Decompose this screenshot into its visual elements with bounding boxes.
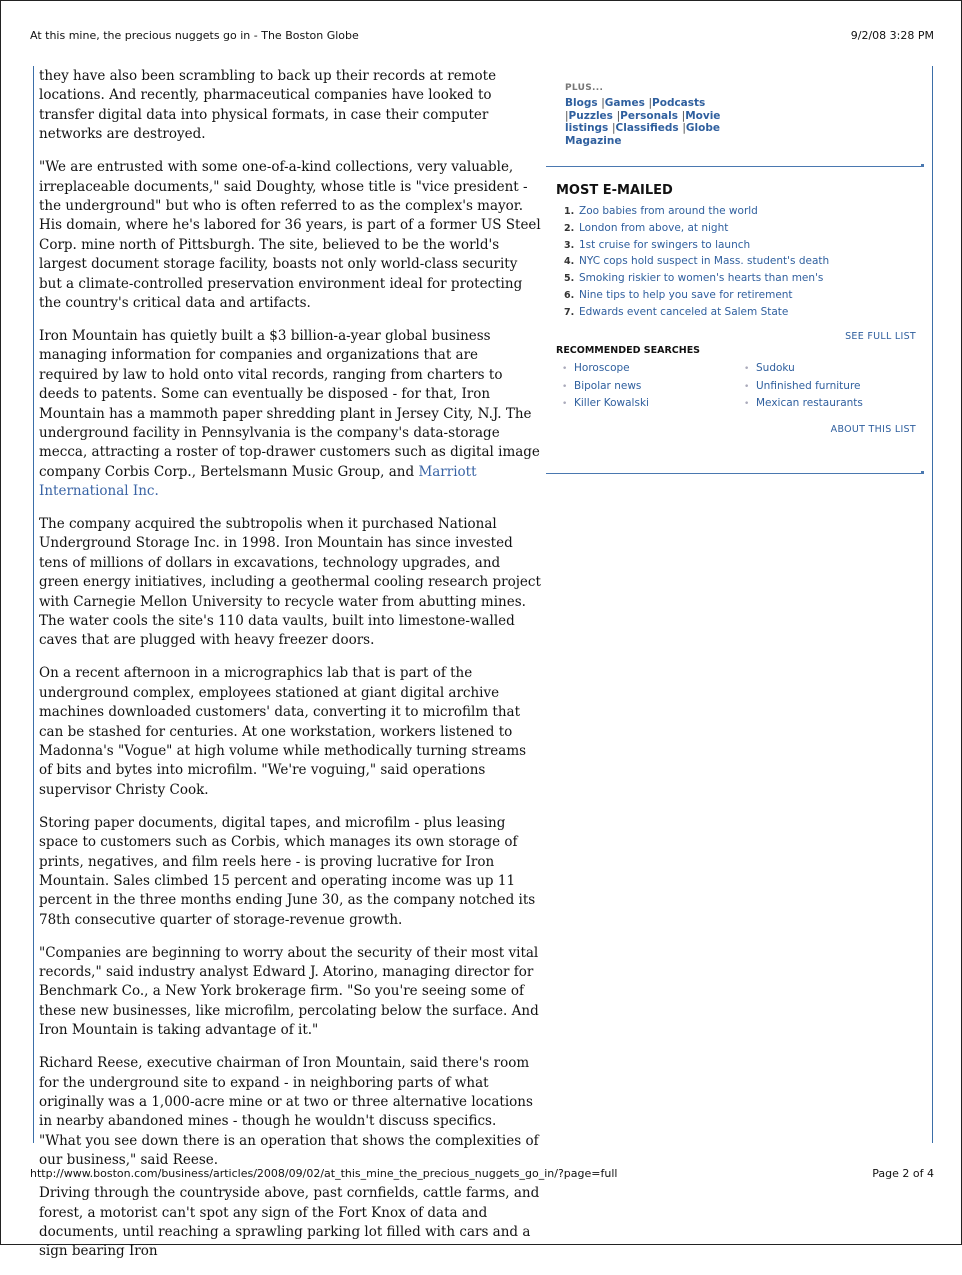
bullet-icon: •: [744, 399, 750, 409]
paragraph: Storing paper documents, digital tapes, and microfilm - plus leasing space to customers such as Corbis, which manages its own storage of prints, negatives, and film reels here - is proving lucrative for Iron Mountain. Sales climbed 15 percent and operating income was up 11 percent in the three months ending June 30, as the company notched its 78th consecutive quarter of storage-revenue growth.: [39, 814, 536, 928]
article-body: [39, 67, 541, 1275]
most-emailed-list: [564, 205, 829, 323]
paragraph: [39, 327, 541, 502]
paragraph: Driving through the countryside above, past cornfields, cattle farms, and forest, a motorist can't spot any sign of the Fort Knox of data and documents, until reaching a sprawling parking lot filled with cars and a sign bearing Iron: [39, 1185, 540, 1260]
plus-title: PLUS...: [565, 83, 604, 93]
print-footer: [30, 1167, 934, 1180]
most-emailed-title: MOST E-MAILED: [556, 183, 673, 198]
bullet-icon: •: [744, 382, 750, 392]
marriott-link[interactable]: Marriott International Inc.: [39, 463, 477, 500]
paragraph-text: Iron Mountain has quietly built a $3 billion-a-year global business managing information for companies and organizations that are required by law to hold onto vital records, ranging from charters to deeds to patents. Some can eventually be disposed - for that, Iron Mountain has a mammoth paper shredding plant in Jersey City, N.J. The underground facility in Pennsylvania is the company's data-storage mecca, attracting a roster of top-drawer customers such as digital image company Corbis Corp., Bertelsmann Music Group, and: [39, 327, 540, 480]
left-column-rule: [33, 66, 34, 1143]
recommended-search-link[interactable]: • Sudoku: [744, 362, 795, 374]
bullet-icon: •: [562, 382, 568, 392]
most-emailed-link[interactable]: Smoking riskier to women's hearts than men's: [579, 272, 824, 285]
list-item: 1. Zoo babies from around the world: [564, 205, 758, 217]
divider: [546, 166, 923, 167]
divider: [546, 473, 923, 474]
recommended-search-link[interactable]: • Bipolar news: [562, 380, 642, 392]
paragraph: Richard Reese, executive chairman of Iron Mountain, said there's room for the underground site to expand - in neighboring parts of what originally was a 1,000-acre mine or at two or three alternative locations in nearby abandoned mines - though he wouldn't discuss specifics. "What you see down there is an operation that shows the complexities of our business," said Reese.: [39, 1055, 539, 1169]
page-title: At this mine, the precious nuggets go in - The Boston Globe: [30, 29, 359, 42]
see-full-list-link[interactable]: SEE FULL LIST: [845, 331, 916, 342]
recommended-search-link[interactable]: • Killer Kowalski: [562, 397, 649, 409]
paragraph: "Companies are beginning to worry about the security of their most vital records," said industry analyst Edward J. Atorino, managing director for Benchmark Co., a New York brokerage firm. "So you're seeing some of these new businesses, like microfilm, percolating below the surface. And Iron Mountain is taking advantage of it.": [39, 944, 539, 1039]
bullet-icon: •: [562, 364, 568, 374]
recommended-searches-title: RECOMMENDED SEARCHES: [556, 345, 701, 356]
recommended-search-link[interactable]: • Horoscope: [562, 362, 630, 374]
most-emailed-link[interactable]: Nine tips to help you save for retirement: [579, 288, 793, 301]
print-header: [30, 29, 934, 42]
bullet-icon: •: [744, 364, 750, 374]
most-emailed-link[interactable]: 1st cruise for swingers to launch: [579, 238, 751, 251]
most-emailed-link[interactable]: Zoo babies from around the world: [579, 205, 758, 217]
plus-link-games[interactable]: Games: [604, 97, 645, 109]
list-item: 5. Smoking riskier to women's hearts than men's: [564, 272, 824, 285]
recommended-search-link[interactable]: • Unfinished furniture: [744, 380, 861, 392]
bullet-icon: •: [562, 399, 568, 409]
paragraph: "We are entrusted with some one-of-a-kind collections, very valuable, irreplaceable documents," said Doughty, whose title is "vice president - the underground" but who is often referred to as the complex's mayor. His domain, where he's labored for 36 years, is part of a former US Steel Corp. mine north of Pittsburgh. The site, believed to be the world's largest document storage facility, boasts not only world-class security but a climate-controlled preservation environment ideal for protecting the country's critical data and artifacts.: [39, 159, 541, 311]
list-item: 3. 1st cruise for swingers to launch: [564, 238, 751, 251]
right-column-rule: [932, 66, 933, 1143]
list-item: 2. London from above, at night: [564, 221, 729, 234]
page-number: Page 2 of 4: [872, 1167, 934, 1180]
list-item: 4. NYC cops hold suspect in Mass. student's death: [564, 255, 830, 268]
most-emailed-link[interactable]: NYC cops hold suspect in Mass. student's death: [579, 255, 830, 268]
list-item: 6. Nine tips to help you save for retirement: [564, 288, 793, 301]
plus-link-globe-magazine[interactable]: Globe Magazine: [565, 122, 720, 148]
plus-link-classifieds[interactable]: Classifieds: [615, 122, 679, 135]
most-emailed-link[interactable]: Edwards event canceled at Salem State: [579, 305, 789, 318]
plus-link-movie-listings[interactable]: Movie listings: [565, 109, 721, 135]
list-item: 7. Edwards event canceled at Salem State: [564, 305, 789, 318]
plus-links: Blogs |Games |Podcasts |Puzzles |Personals |Movie listings |Classifieds |Globe Magazine: [565, 97, 721, 148]
paragraph: The company acquired the subtropolis when it purchased National Underground Storage Inc. in 1998. Iron Mountain has since invested tens of millions of dollars in excavations, technology upgrades, and green energy initiatives, including a geothermal cooling research project with Carnegie Mellon University to recycle water from abutting mines. The water cools the site's 110 data vaults, built into limestone-walled caves that are plugged with heavy freezer doors.: [39, 516, 541, 649]
paragraph: they have also been scrambling to back up their records at remote locations. And recently, pharmaceutical companies have looked to transfer digital data into physical formats, in case their computer networks are destroyed.: [39, 68, 497, 143]
about-this-list-link[interactable]: ABOUT THIS LIST: [830, 424, 916, 435]
plus-link-personals[interactable]: Personals: [620, 109, 678, 122]
paragraph: On a recent afternoon in a micrographics lab that is part of the underground complex, employees stationed at giant digital archive machines downloaded customers' data, converting it to microfilm that can be stashed for centuries. At one workstation, workers listened to Madonna's "Vogue" at high volume while methodically turning streams of bits and bytes into microfilm. "We're voguing," said operations supervisor Christy Cook.: [39, 665, 527, 798]
most-emailed-link[interactable]: London from above, at night: [579, 221, 729, 234]
print-datetime: 9/2/08 3:28 PM: [850, 29, 934, 42]
recommended-search-link[interactable]: • Mexican restaurants: [744, 397, 863, 409]
plus-link-blogs[interactable]: Blogs: [565, 97, 598, 109]
plus-link-podcasts[interactable]: Podcasts: [652, 97, 706, 109]
plus-box: [565, 83, 735, 148]
plus-link-puzzles[interactable]: Puzzles: [568, 109, 613, 122]
page-url: http://www.boston.com/business/articles/2008/09/02/at_this_mine_the_precious_nuggets_go_in/?page=full: [30, 1167, 618, 1180]
